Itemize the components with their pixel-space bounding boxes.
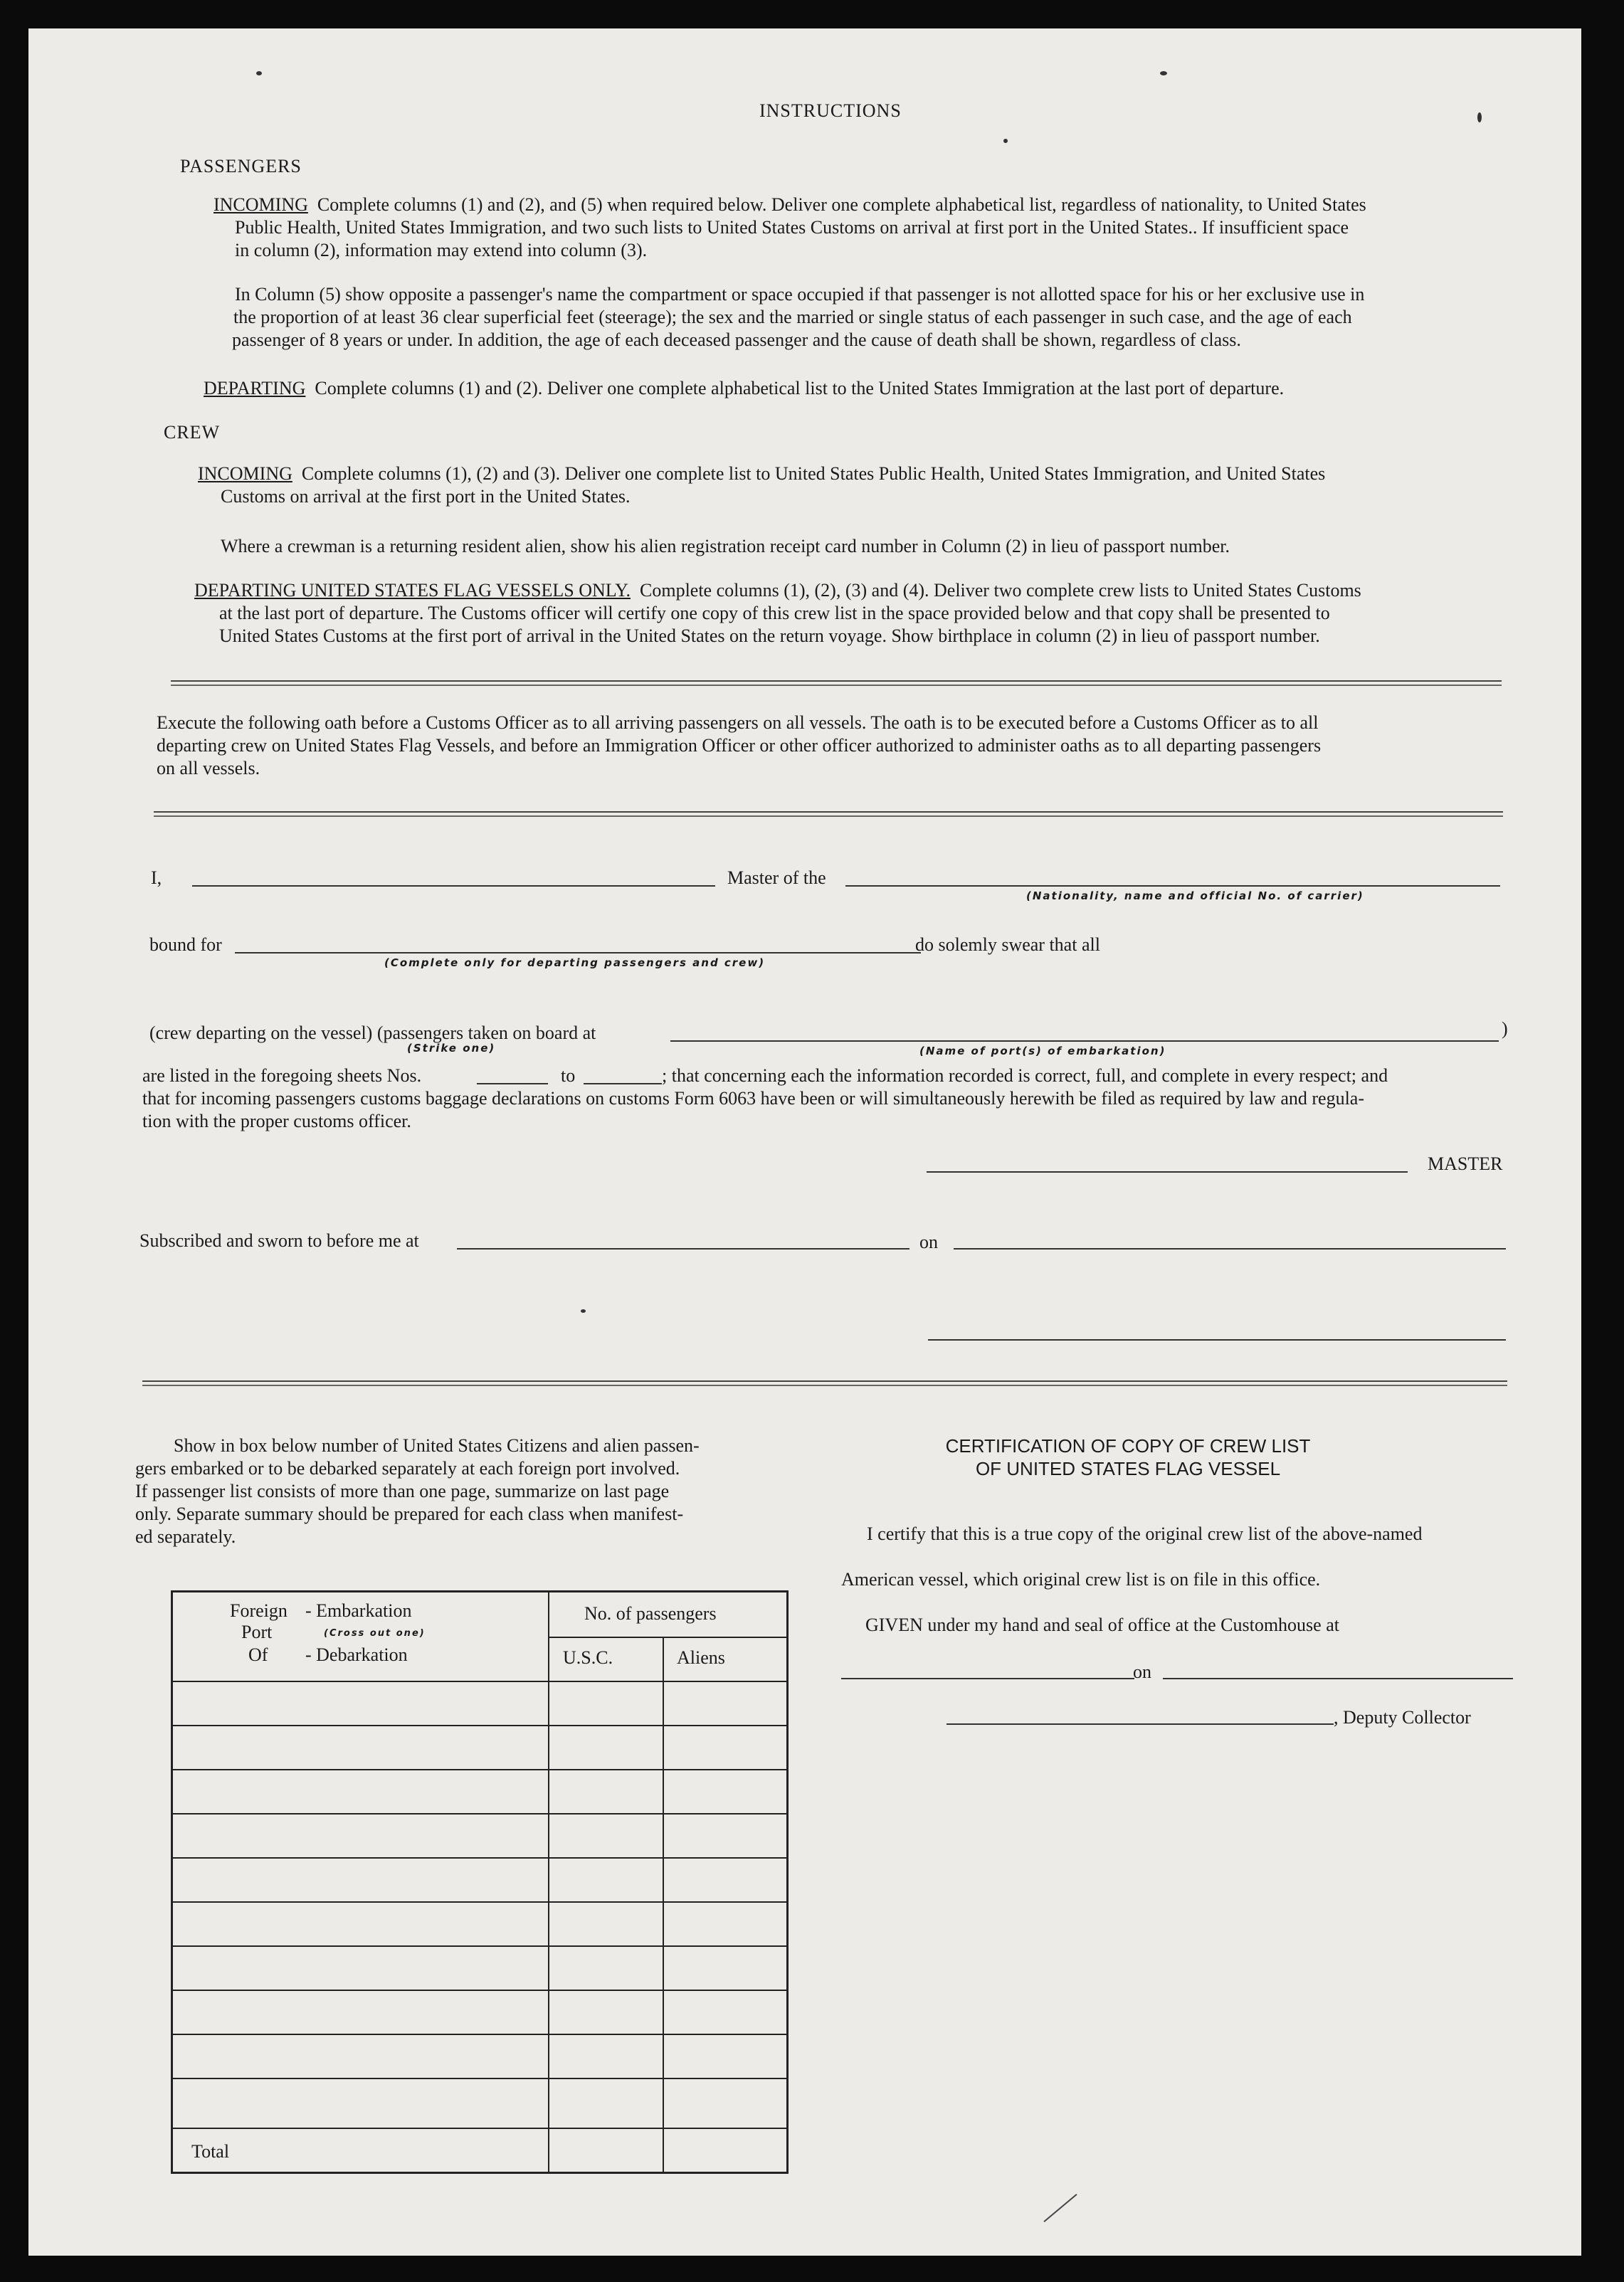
scan-speck	[581, 1309, 586, 1313]
certification-title-line1: CERTIFICATION OF COPY OF CREW LIST	[945, 1435, 1311, 1457]
crew-departing-text: (crew departing on the vessel) (passengers taken on board at	[149, 1023, 596, 1043]
table-row-line	[173, 1769, 786, 1770]
master-signature-line[interactable]	[927, 1171, 1408, 1173]
table-row-line	[173, 1901, 786, 1903]
summary-text-3: If passenger list consists of more than one page, summarize on last page	[135, 1481, 670, 1501]
table-header-bottom	[173, 1681, 786, 1682]
crew-incoming-line1	[198, 463, 1325, 485]
scan-speck	[256, 71, 262, 75]
incoming-text-1: Complete columns (1) and (2), and (5) when required below. Deliver one complete alphabetical list, regardless of nationality, to United States	[317, 194, 1366, 215]
listed-text-1a: are listed in the foregoing sheets Nos.	[142, 1065, 422, 1086]
cert-on-label: on	[1133, 1662, 1151, 1682]
crew-heading: CREW	[164, 422, 221, 443]
passengers-departing	[204, 377, 1284, 400]
divider-2	[154, 811, 1503, 817]
column5-text-1: In Column (5) show opposite a passenger's name the compartment or space occupied if that passenger is not allotted space for his or her exclusive use in	[235, 284, 1365, 305]
listed-text-1b: ; that concerning each the information recorded is correct, full, and complete in every respect; and	[662, 1065, 1388, 1086]
column5-text-3: passenger of 8 years or under. In addition, the age of each deceased passenger and the cause of death shall be shown, regardless of class.	[232, 329, 1241, 350]
incoming-label: INCOMING	[213, 194, 308, 215]
passengers-heading: PASSENGERS	[180, 156, 302, 176]
incoming-text-3: in column (2), information may extend into column (3).	[235, 240, 648, 260]
close-paren: )	[1502, 1018, 1508, 1039]
crew-incoming-text-1: Complete columns (1), (2) and (3). Deliver one complete list to United States Public Health, United States Immigration, and United States	[301, 463, 1326, 484]
table-row-line	[173, 1813, 786, 1814]
nationality-caption: (Nationality, name and official No. of carrier)	[1026, 889, 1364, 902]
complete-only-caption: (Complete only for departing passengers and crew)	[384, 956, 766, 969]
sworn-on-label: on	[919, 1232, 938, 1252]
instructions-title: INSTRUCTIONS	[759, 100, 902, 121]
header-port: Port	[241, 1622, 273, 1642]
officer-signature-line[interactable]	[928, 1339, 1506, 1341]
header-no-passengers: No. of passengers	[584, 1603, 717, 1624]
name-blank-line[interactable]	[192, 885, 715, 887]
header-foreign: Foreign	[230, 1600, 288, 1621]
incoming-text-2: Public Health, United States Immigration, and two such lists to United States Customs on arrival at first port in the United States.. If insufficient space	[235, 217, 1349, 238]
bound-for-blank-line[interactable]	[235, 952, 921, 954]
american-text: American vessel, which original crew list is on file in this office.	[841, 1569, 1321, 1590]
departing-text: Complete columns (1) and (2). Deliver one complete alphabetical list to the United States Immigration at the last port of departure.	[315, 378, 1285, 398]
bound-for-label: bound for	[149, 934, 222, 955]
table-row-line	[173, 1857, 786, 1859]
execute-text-1: Execute the following oath before a Customs Officer as to all arriving passengers on all vessels. The oath is to be executed before a Customs Officer as to all	[157, 712, 1319, 733]
summary-text-5: ed separately.	[135, 1526, 236, 1547]
scan-speck	[1477, 112, 1482, 122]
listed-text-3: tion with the proper customs officer.	[142, 1111, 411, 1131]
sworn-place-line[interactable]	[457, 1248, 909, 1250]
table-row-line	[173, 1990, 786, 1991]
scan-speck	[1003, 139, 1008, 143]
deputy-signature-line[interactable]	[947, 1723, 1334, 1725]
execute-text-3: on all vessels.	[157, 758, 260, 778]
pen-mark	[1043, 2194, 1077, 2222]
scan-speck	[1160, 71, 1167, 75]
divider-1	[171, 680, 1502, 686]
departing-flag-line1	[194, 579, 1361, 602]
swear-text: do solemly swear that all	[915, 934, 1100, 955]
header-debarkation: - Debarkation	[305, 1644, 408, 1665]
sworn-date-line[interactable]	[954, 1248, 1506, 1250]
table-col-divider-2	[663, 1637, 664, 2172]
table-row-line	[173, 1945, 786, 1947]
summary-text-2: gers embarked or to be debarked separately at each foreign port involved.	[135, 1458, 680, 1479]
listed-to-label: to	[561, 1065, 576, 1086]
sheets-from-blank[interactable]	[477, 1083, 548, 1084]
listed-text-2: that for incoming passengers customs baggage declarations on customs Form 6063 have been or will simultaneously herewith be filed as required by law and regula-	[142, 1088, 1364, 1109]
summary-text-1: Show in box below number of United States Citizens and alien passen-	[174, 1435, 700, 1456]
header-cross-out: (Cross out one)	[324, 1628, 426, 1639]
document-page	[28, 28, 1581, 2256]
master-of-the-label: Master of the	[727, 867, 826, 888]
passengers-incoming-line1	[213, 194, 1366, 216]
table-row-line	[173, 1725, 786, 1726]
summary-text-4: only. Separate summary should be prepared for each class when manifest-	[135, 1504, 684, 1524]
port-caption: (Name of port(s) of embarkation)	[919, 1045, 1166, 1057]
departing-flag-text-3: United States Customs at the first port of arrival in the United States on the return voyage. Show birthplace in column (2) in lieu of passport number.	[219, 625, 1320, 646]
cert-date-line[interactable]	[1163, 1678, 1513, 1679]
sheets-to-blank[interactable]	[584, 1083, 662, 1084]
table-col-divider-1	[548, 1592, 549, 2172]
certify-text: I certify that this is a true copy of the original crew list of the above-named	[867, 1523, 1423, 1544]
departing-flag-text-2: at the last port of departure. The Customs officer will certify one copy of this crew list in the space provided below and that copy shall be presented to	[219, 603, 1330, 623]
departing-flag-text-1: Complete columns (1), (2), (3) and (4). Deliver two complete crew lists to United States Customs	[640, 580, 1361, 601]
certification-title	[854, 1435, 1402, 1480]
subscribed-label: Subscribed and sworn to before me at	[139, 1230, 419, 1251]
given-text: GIVEN under my hand and seal of office at the Customhouse at	[865, 1615, 1339, 1635]
table-total-line	[173, 2128, 786, 2129]
header-embarkation: - Embarkation	[305, 1600, 412, 1621]
i-label: I,	[151, 867, 162, 888]
header-usc: U.S.C.	[563, 1647, 613, 1668]
certification-title-line2: OF UNITED STATES FLAG VESSEL	[975, 1458, 1281, 1479]
crew-incoming-label: INCOMING	[198, 463, 292, 484]
crewman-text: Where a crewman is a returning resident alien, show his alien registration receipt card number in Column (2) in lieu of passport number.	[221, 536, 1230, 556]
table-row-line	[173, 2034, 786, 2035]
embarkation-blank-line[interactable]	[670, 1040, 1499, 1042]
table-header-split	[548, 1637, 786, 1638]
column5-text-2: the proportion of at least 36 clear superficial feet (steerage); the sex and the married or single status of each passenger in such case, and the age of each	[233, 307, 1352, 327]
deputy-collector-label: , Deputy Collector	[1334, 1707, 1471, 1728]
header-of: Of	[248, 1644, 268, 1665]
table-row-line	[173, 2078, 786, 2079]
crew-incoming-text-2: Customs on arrival at the first port in the United States.	[221, 486, 631, 507]
header-aliens: Aliens	[677, 1647, 725, 1668]
carrier-blank-line[interactable]	[845, 885, 1500, 887]
execute-text-2: departing crew on United States Flag Vessels, and before an Immigration Officer or other officer authorized to administer oaths as to all departing passengers	[157, 735, 1322, 756]
total-label: Total	[191, 2141, 230, 2162]
strike-one-caption: (Strike one)	[407, 1042, 496, 1055]
divider-3	[142, 1380, 1507, 1386]
departing-label: DEPARTING	[204, 378, 306, 398]
passenger-summary-table	[171, 1590, 789, 2174]
customhouse-place-line[interactable]	[841, 1678, 1134, 1679]
departing-flag-label: DEPARTING UNITED STATES FLAG VESSELS ONLY.	[194, 580, 631, 601]
master-label: MASTER	[1428, 1153, 1503, 1174]
